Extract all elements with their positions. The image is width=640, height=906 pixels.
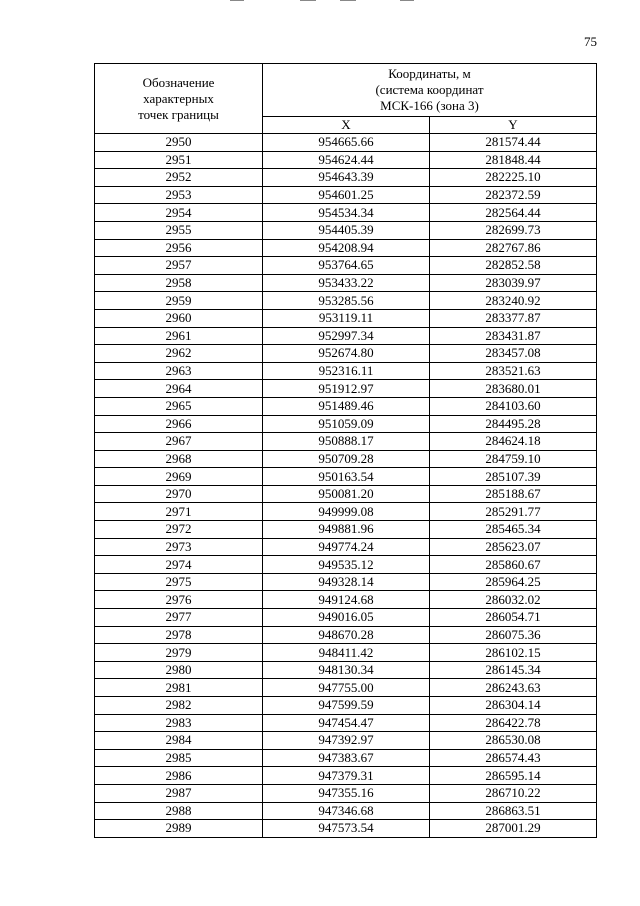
point-id-cell: 2987 [95,784,263,802]
y-cell: 285860.67 [430,556,597,574]
point-id-cell: 2960 [95,309,263,327]
point-id-cell: 2961 [95,327,263,345]
point-id-cell: 2989 [95,820,263,838]
x-cell: 949774.24 [263,538,430,556]
x-cell: 952316.11 [263,362,430,380]
coordinates-table [94,63,597,838]
x-cell: 947454.47 [263,714,430,732]
y-cell: 286710.22 [430,784,597,802]
point-id-cell: 2962 [95,345,263,363]
table-row [95,151,597,169]
y-cell: 281848.44 [430,151,597,169]
point-id-cell: 2983 [95,714,263,732]
x-cell: 947383.67 [263,749,430,767]
table-row [95,134,597,152]
y-cell: 282564.44 [430,204,597,222]
y-cell: 286054.71 [430,609,597,627]
x-cell: 951489.46 [263,397,430,415]
point-id-cell: 2951 [95,151,263,169]
table-row [95,221,597,239]
y-cell: 286863.51 [430,802,597,820]
x-cell: 950888.17 [263,433,430,451]
y-cell: 283240.92 [430,292,597,310]
table-row [95,433,597,451]
x-cell: 953285.56 [263,292,430,310]
y-cell: 283039.97 [430,274,597,292]
y-cell: 285465.34 [430,521,597,539]
y-cell: 282372.59 [430,186,597,204]
y-cell: 284103.60 [430,397,597,415]
table-row [95,327,597,345]
x-cell: 954643.39 [263,169,430,187]
table-row [95,591,597,609]
y-cell: 285107.39 [430,468,597,486]
x-cell: 954405.39 [263,221,430,239]
scan-mark [340,0,356,1]
table-row [95,626,597,644]
point-id-cell: 2985 [95,749,263,767]
y-cell: 282767.86 [430,239,597,257]
point-id-cell: 2954 [95,204,263,222]
table-row [95,820,597,838]
table-row [95,362,597,380]
header-line: МСК-166 (зона 3) [380,98,479,113]
point-id-cell: 2955 [95,221,263,239]
table-row [95,345,597,363]
table-body [95,134,597,838]
x-cell: 953433.22 [263,274,430,292]
x-cell: 947392.97 [263,732,430,750]
y-cell: 286145.34 [430,661,597,679]
table-row [95,538,597,556]
header-line: (система координат [375,82,484,97]
x-cell: 953764.65 [263,257,430,275]
coords-header [263,64,597,117]
x-cell: 948670.28 [263,626,430,644]
point-id-cell: 2980 [95,661,263,679]
y-cell: 286595.14 [430,767,597,785]
scan-mark [300,0,316,1]
table-row [95,169,597,187]
point-id-cell: 2972 [95,521,263,539]
y-cell: 286075.36 [430,626,597,644]
x-cell: 949124.68 [263,591,430,609]
x-cell: 947599.59 [263,697,430,715]
y-cell: 283680.01 [430,380,597,398]
y-cell: 283431.87 [430,327,597,345]
table-row [95,556,597,574]
point-id-cell: 2976 [95,591,263,609]
point-label-header [95,64,263,134]
point-id-cell: 2977 [95,609,263,627]
table-row [95,573,597,591]
x-cell: 954624.44 [263,151,430,169]
scan-mark [230,0,244,1]
y-cell: 282699.73 [430,221,597,239]
header-line: характерных [143,90,214,106]
point-id-cell: 2986 [95,767,263,785]
point-id-cell: 2967 [95,433,263,451]
y-cell: 286032.02 [430,591,597,609]
x-cell: 949016.05 [263,609,430,627]
x-cell: 950081.20 [263,485,430,503]
y-cell: 286243.63 [430,679,597,697]
point-id-cell: 2964 [95,380,263,398]
table-row [95,732,597,750]
point-id-cell: 2956 [95,239,263,257]
x-cell: 950709.28 [263,450,430,468]
point-id-cell: 2984 [95,732,263,750]
scan-mark [400,0,414,1]
point-id-cell: 2975 [95,573,263,591]
y-cell: 284495.28 [430,415,597,433]
x-cell: 949535.12 [263,556,430,574]
x-cell: 952997.34 [263,327,430,345]
y-cell: 283377.87 [430,309,597,327]
table-row [95,521,597,539]
table-row [95,609,597,627]
y-cell: 287001.29 [430,820,597,838]
table-row [95,749,597,767]
x-cell: 951912.97 [263,380,430,398]
table-row [95,309,597,327]
x-cell: 947379.31 [263,767,430,785]
table-row [95,644,597,662]
x-cell: 947755.00 [263,679,430,697]
x-cell: 954208.94 [263,239,430,257]
header-line: Координаты, м [388,66,471,81]
table-row [95,292,597,310]
y-cell: 286422.78 [430,714,597,732]
point-id-cell: 2982 [95,697,263,715]
y-cell: 282852.58 [430,257,597,275]
point-id-cell: 2958 [95,274,263,292]
table-row [95,380,597,398]
y-cell: 281574.44 [430,134,597,152]
x-cell: 951059.09 [263,415,430,433]
y-cell: 284759.10 [430,450,597,468]
table-row [95,697,597,715]
x-cell: 948130.34 [263,661,430,679]
x-cell: 948411.42 [263,644,430,662]
table-row [95,468,597,486]
y-cell: 283521.63 [430,362,597,380]
y-cell: 285964.25 [430,573,597,591]
x-cell: 947573.54 [263,820,430,838]
table-row [95,415,597,433]
y-cell: 286574.43 [430,749,597,767]
table-row [95,784,597,802]
x-cell: 947346.68 [263,802,430,820]
point-id-cell: 2973 [95,538,263,556]
y-cell: 285188.67 [430,485,597,503]
y-cell: 286102.15 [430,644,597,662]
x-cell: 952674.80 [263,345,430,363]
point-id-cell: 2988 [95,802,263,820]
header-line: точек границы [138,106,219,122]
point-id-cell: 2968 [95,450,263,468]
y-cell: 284624.18 [430,433,597,451]
table-row [95,257,597,275]
point-id-cell: 2965 [95,397,263,415]
table-row [95,485,597,503]
y-cell: 286304.14 [430,697,597,715]
x-cell: 949328.14 [263,573,430,591]
table-row [95,802,597,820]
y-cell: 285623.07 [430,538,597,556]
x-cell: 949999.08 [263,503,430,521]
point-id-cell: 2959 [95,292,263,310]
y-cell: 283457.08 [430,345,597,363]
point-id-cell: 2963 [95,362,263,380]
header-line: Обозначение [142,74,215,90]
table-row [95,714,597,732]
page-number: 75 [584,34,597,49]
point-id-cell: 2957 [95,257,263,275]
table-row [95,204,597,222]
x-cell: 954665.66 [263,134,430,152]
table-row [95,239,597,257]
y-cell: 286530.08 [430,732,597,750]
point-id-cell: 2970 [95,485,263,503]
x-cell: 949881.96 [263,521,430,539]
table-row [95,679,597,697]
point-id-cell: 2952 [95,169,263,187]
x-cell: 947355.16 [263,784,430,802]
point-id-cell: 2950 [95,134,263,152]
x-cell: 950163.54 [263,468,430,486]
table-row [95,450,597,468]
y-cell: 282225.10 [430,169,597,187]
point-id-cell: 2978 [95,626,263,644]
table-row [95,767,597,785]
table-row [95,186,597,204]
point-id-cell: 2981 [95,679,263,697]
table-row [95,397,597,415]
table-row [95,274,597,292]
x-cell: 953119.11 [263,309,430,327]
point-id-cell: 2974 [95,556,263,574]
point-id-cell: 2966 [95,415,263,433]
y-header: Y [430,117,597,134]
point-id-cell: 2971 [95,503,263,521]
table-row [95,503,597,521]
x-cell: 954601.25 [263,186,430,204]
x-header: X [263,117,430,134]
x-cell: 954534.34 [263,204,430,222]
y-cell: 285291.77 [430,503,597,521]
table-row [95,661,597,679]
point-id-cell: 2979 [95,644,263,662]
point-id-cell: 2953 [95,186,263,204]
point-id-cell: 2969 [95,468,263,486]
